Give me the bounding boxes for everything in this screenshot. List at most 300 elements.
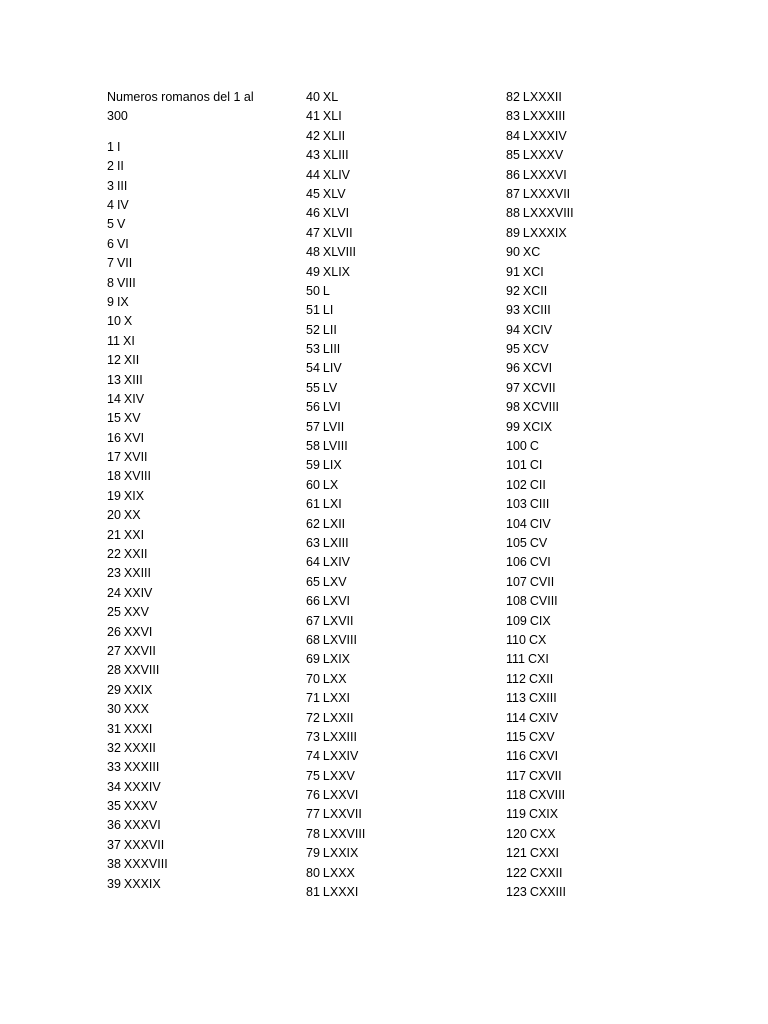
roman-numeral: LXXXV: [522, 148, 564, 163]
roman-numeral: LIV: [322, 361, 342, 376]
list-item: [306, 534, 476, 553]
arabic-number: 25: [107, 605, 121, 620]
arabic-number: 107: [506, 574, 527, 589]
list-item: [306, 282, 476, 301]
roman-numeral: CXX: [529, 826, 556, 841]
roman-numeral: VII: [116, 256, 133, 271]
roman-numeral: XXXVII: [123, 837, 165, 852]
roman-numeral: LXVII: [322, 613, 354, 628]
arabic-number: 119: [506, 807, 526, 822]
list-item: [506, 805, 676, 824]
arabic-number: 8: [107, 275, 114, 290]
roman-numeral: LXXVIII: [322, 826, 366, 841]
arabic-number: 110: [506, 632, 526, 647]
list-item: [506, 631, 676, 650]
list-item: [107, 293, 277, 312]
roman-numeral: XCI: [522, 264, 544, 279]
roman-numeral: CXVI: [528, 749, 559, 764]
arabic-number: 45: [306, 186, 320, 201]
roman-numeral: XXIX: [123, 682, 153, 697]
arabic-number: 121: [506, 846, 527, 861]
roman-numeral: LXXI: [322, 691, 351, 706]
roman-numeral: LXXX: [322, 865, 355, 880]
arabic-number: 108: [506, 594, 527, 609]
arabic-number: 52: [306, 322, 320, 337]
list-item: [107, 390, 277, 409]
roman-numeral: LIX: [322, 458, 342, 473]
arabic-number: 116: [506, 749, 526, 764]
list-item: [306, 864, 476, 883]
document-title-line-1: Numeros romanos del 1 al: [107, 90, 254, 104]
arabic-number: 12: [107, 353, 121, 368]
roman-numeral: XCVII: [522, 380, 556, 395]
arabic-number: 43: [306, 148, 320, 163]
roman-numeral: XXXI: [123, 721, 153, 736]
roman-numeral: X: [123, 314, 133, 329]
list-item: [107, 448, 277, 467]
roman-numeral: XX: [123, 508, 141, 523]
list-item: [107, 816, 277, 835]
arabic-number: 89: [506, 225, 520, 240]
roman-numeral: XXXIV: [123, 779, 161, 794]
list-item: [306, 456, 476, 475]
list-item: [107, 739, 277, 758]
roman-numeral: CVIII: [529, 594, 558, 609]
list-item: [107, 506, 277, 525]
arabic-number: 17: [107, 450, 121, 465]
list-item: [306, 767, 476, 786]
roman-numeral: LXVIII: [322, 632, 357, 647]
list-item: [107, 467, 277, 486]
arabic-number: 102: [506, 477, 527, 492]
arabic-number: 65: [306, 574, 320, 589]
list-item: [306, 805, 476, 824]
list-item: [306, 670, 476, 689]
list-item: [306, 398, 476, 417]
list-item: [107, 661, 277, 680]
list-item: [506, 844, 676, 863]
arabic-number: 47: [306, 225, 320, 240]
roman-numeral: XXXVIII: [123, 857, 168, 872]
roman-numeral: CXIX: [528, 807, 559, 822]
list-item: [506, 166, 676, 185]
arabic-number: 54: [306, 361, 320, 376]
arabic-number: 53: [306, 342, 320, 357]
arabic-number: 71: [306, 691, 320, 706]
arabic-number: 117: [506, 768, 526, 783]
arabic-number: 61: [306, 497, 320, 512]
list-item: [506, 495, 676, 514]
roman-numeral: LVIII: [322, 439, 348, 454]
list-item: [506, 321, 676, 340]
roman-numeral: XCVIII: [522, 400, 560, 415]
list-item: [506, 709, 676, 728]
roman-numeral: XXVII: [123, 643, 156, 658]
roman-numeral: LXIV: [322, 555, 351, 570]
list-item: [107, 487, 277, 506]
arabic-number: 58: [306, 439, 320, 454]
list-item: [506, 864, 676, 883]
document-title-line-2: 300: [107, 109, 128, 124]
arabic-number: 113: [506, 691, 526, 706]
list-item: [306, 359, 476, 378]
roman-numeral: III: [116, 178, 128, 193]
roman-numeral: LXXXVI: [522, 167, 567, 182]
list-item: [506, 224, 676, 243]
arabic-number: 88: [506, 206, 520, 221]
roman-numeral: XLII: [322, 128, 346, 143]
list-item: [107, 584, 277, 603]
arabic-number: 105: [506, 535, 527, 550]
list-item: [107, 758, 277, 777]
roman-numeral: CVII: [529, 574, 555, 589]
arabic-number: 26: [107, 624, 121, 639]
roman-numeral: V: [116, 217, 126, 232]
list-item: [306, 340, 476, 359]
roman-numeral: XV: [123, 411, 141, 426]
list-item: [107, 623, 277, 642]
roman-numeral: XVI: [123, 430, 145, 445]
roman-numeral: LXXXVIII: [522, 206, 574, 221]
arabic-number: 39: [107, 876, 121, 891]
list-item: [107, 875, 277, 894]
list-item: [107, 409, 277, 428]
list-item: [306, 825, 476, 844]
arabic-number: 1: [107, 139, 114, 154]
arabic-number: 22: [107, 547, 121, 562]
arabic-number: 93: [506, 303, 520, 318]
list-item: [107, 429, 277, 448]
list-item: [306, 185, 476, 204]
list-item: [506, 146, 676, 165]
list-item: [306, 243, 476, 262]
roman-numeral: LXXIV: [322, 749, 359, 764]
arabic-number: 11: [107, 333, 120, 348]
arabic-number: 111: [506, 652, 526, 667]
arabic-number: 70: [306, 671, 320, 686]
arabic-number: 41: [306, 109, 320, 124]
arabic-number: 10: [107, 314, 121, 329]
list-item: [306, 612, 476, 631]
arabic-number: 109: [506, 613, 527, 628]
roman-numeral: XLVIII: [322, 245, 357, 260]
arabic-number: 44: [306, 167, 320, 182]
list-item: [506, 127, 676, 146]
list-item: [506, 88, 676, 107]
arabic-number: 120: [506, 826, 527, 841]
arabic-number: 86: [506, 167, 520, 182]
roman-numeral: LXX: [322, 671, 347, 686]
arabic-number: 82: [506, 90, 520, 104]
arabic-number: 19: [107, 488, 121, 503]
roman-numeral: LXXVII: [322, 807, 362, 822]
roman-numeral: XCIV: [522, 322, 553, 337]
roman-numeral: CIV: [529, 516, 551, 531]
column-2: [306, 88, 476, 902]
arabic-number: 57: [306, 419, 320, 434]
roman-numeral: IX: [116, 294, 129, 309]
arabic-number: 13: [107, 372, 121, 387]
roman-numeral: VIII: [116, 275, 136, 290]
arabic-number: 72: [306, 710, 320, 725]
list-item: [306, 553, 476, 572]
roman-numeral: LXXXI: [322, 885, 359, 900]
arabic-number: 92: [506, 283, 520, 298]
list-item: [306, 127, 476, 146]
roman-numeral: LXXXVII: [522, 186, 571, 201]
list-item: [107, 235, 277, 254]
roman-numeral: CXXIII: [529, 885, 566, 900]
roman-numeral: LXXXIX: [522, 225, 567, 240]
arabic-number: 14: [107, 391, 121, 406]
roman-numeral: XXVIII: [123, 663, 160, 678]
roman-numeral: I: [116, 139, 121, 154]
roman-numeral: LX: [322, 477, 339, 492]
roman-numeral: LXII: [322, 516, 346, 531]
arabic-number: 69: [306, 652, 320, 667]
arabic-number: 106: [506, 555, 527, 570]
list-item: [306, 650, 476, 669]
list-item: [306, 146, 476, 165]
list-item: [506, 534, 676, 553]
arabic-number: 122: [506, 865, 527, 880]
list-item: [506, 418, 676, 437]
list-item: [107, 351, 277, 370]
list-item: [306, 166, 476, 185]
list-item: [107, 196, 277, 215]
roman-numeral: XLIV: [322, 167, 351, 182]
list-item: [107, 526, 277, 545]
list-item: [107, 700, 277, 719]
arabic-number: 123: [506, 885, 527, 900]
roman-numeral: XIII: [123, 372, 143, 387]
roman-numeral: LII: [322, 322, 337, 337]
list-item: [506, 592, 676, 611]
arabic-number: 40: [306, 90, 320, 104]
list-item: [306, 224, 476, 243]
roman-numeral: L: [322, 283, 330, 298]
list-item: [107, 254, 277, 273]
arabic-number: 63: [306, 535, 320, 550]
arabic-number: 112: [506, 671, 526, 686]
arabic-number: 23: [107, 566, 121, 581]
roman-numeral: XLIX: [322, 264, 351, 279]
arabic-number: 9: [107, 294, 114, 309]
roman-numeral: CXII: [528, 671, 554, 686]
list-item: [107, 603, 277, 622]
arabic-number: 66: [306, 594, 320, 609]
list-item: [506, 612, 676, 631]
roman-numeral: XCIX: [522, 419, 553, 434]
list-item: [306, 515, 476, 534]
arabic-number: 48: [306, 245, 320, 260]
arabic-number: 31: [107, 721, 121, 736]
list-item: [306, 379, 476, 398]
column-3: [506, 88, 676, 902]
roman-numeral: LXVI: [322, 594, 351, 609]
roman-numeral: II: [116, 159, 124, 174]
list-item: [506, 747, 676, 766]
list-item: [506, 573, 676, 592]
arabic-number: 98: [506, 400, 520, 415]
roman-numeral: XXVI: [123, 624, 153, 639]
list-item: [506, 282, 676, 301]
list-item: [506, 263, 676, 282]
roman-numeral: LXI: [322, 497, 342, 512]
roman-numeral: LI: [322, 303, 334, 318]
list-item: [107, 545, 277, 564]
roman-numeral: LXXIII: [322, 729, 357, 744]
roman-numeral: LXXV: [322, 768, 355, 783]
arabic-number: 90: [506, 245, 520, 260]
arabic-number: 33: [107, 760, 121, 775]
list-item: [506, 340, 676, 359]
arabic-number: 76: [306, 788, 320, 803]
arabic-number: 32: [107, 740, 121, 755]
roman-numeral: XII: [123, 353, 140, 368]
roman-numeral: XL: [322, 90, 339, 104]
arabic-number: 34: [107, 779, 121, 794]
list-item: [306, 107, 476, 126]
column-1: [107, 88, 277, 894]
arabic-number: 29: [107, 682, 121, 697]
arabic-number: 75: [306, 768, 320, 783]
arabic-number: 104: [506, 516, 527, 531]
roman-numeral: C: [529, 439, 539, 454]
arabic-number: 20: [107, 508, 121, 523]
arabic-number: 74: [306, 749, 320, 764]
arabic-number: 30: [107, 702, 121, 717]
list-item: [107, 274, 277, 293]
roman-numeral: XXIV: [123, 585, 153, 600]
arabic-number: 96: [506, 361, 520, 376]
roman-numeral: LXXXIV: [522, 128, 567, 143]
arabic-number: 81: [306, 885, 320, 900]
list-item: [107, 642, 277, 661]
roman-numeral: XXXIII: [123, 760, 160, 775]
arabic-number: 100: [506, 439, 527, 454]
list-item: [107, 836, 277, 855]
roman-numeral: CXXII: [529, 865, 563, 880]
list-item: [506, 689, 676, 708]
arabic-number: 97: [506, 380, 520, 395]
list-item: [506, 650, 676, 669]
roman-numeral: XI: [122, 333, 135, 348]
arabic-number: 95: [506, 342, 520, 357]
list-item: [107, 138, 277, 157]
roman-numeral: LIII: [322, 342, 341, 357]
roman-numeral: XCVI: [522, 361, 553, 376]
roman-numeral: XVII: [123, 450, 148, 465]
arabic-number: 83: [506, 109, 520, 124]
roman-numeral: LXV: [322, 574, 347, 589]
roman-numeral: CV: [529, 535, 548, 550]
list-item: [506, 728, 676, 747]
roman-numeral: XLIII: [322, 148, 349, 163]
roman-numeral: XXX: [123, 702, 149, 717]
arabic-number: 36: [107, 818, 121, 833]
roman-numeral: LXIX: [322, 652, 351, 667]
arabic-number: 103: [506, 497, 527, 512]
arabic-number: 56: [306, 400, 320, 415]
list-item: [107, 177, 277, 196]
arabic-number: 67: [306, 613, 320, 628]
arabic-number: 27: [107, 643, 121, 658]
list-item: [306, 689, 476, 708]
list-item: [506, 553, 676, 572]
arabic-number: 18: [107, 469, 121, 484]
roman-numeral: CXV: [528, 729, 555, 744]
arabic-number: 68: [306, 632, 320, 647]
arabic-number: 35: [107, 799, 121, 814]
list-item: [506, 243, 676, 262]
roman-numeral: LXXXIII: [522, 109, 566, 124]
arabic-number: 91: [506, 264, 520, 279]
list-item: [306, 592, 476, 611]
roman-numeral: XIX: [123, 488, 145, 503]
arabic-number: 77: [306, 807, 320, 822]
roman-numeral: XIV: [123, 391, 145, 406]
arabic-number: 21: [107, 527, 121, 542]
arabic-number: 3: [107, 178, 114, 193]
roman-numeral: XC: [522, 245, 541, 260]
arabic-number: 15: [107, 411, 121, 426]
roman-numeral: XXXVI: [123, 818, 161, 833]
list-item: [306, 631, 476, 650]
arabic-number: 42: [306, 128, 320, 143]
arabic-number: 78: [306, 826, 320, 841]
roman-numeral: CII: [529, 477, 546, 492]
list-item: [506, 456, 676, 475]
roman-numeral: XLV: [322, 186, 346, 201]
list-item: [506, 883, 676, 902]
roman-numeral: XCV: [522, 342, 549, 357]
roman-numeral: XCII: [522, 283, 548, 298]
list-item: [506, 437, 676, 456]
list-item: [306, 88, 476, 107]
list-item: [107, 215, 277, 234]
roman-numeral: LVII: [322, 419, 345, 434]
roman-numeral: CVI: [529, 555, 551, 570]
arabic-number: 37: [107, 837, 121, 852]
list-item: [506, 515, 676, 534]
arabic-number: 16: [107, 430, 121, 445]
list-item: [306, 786, 476, 805]
list-item: [306, 204, 476, 223]
roman-numeral: XVIII: [123, 469, 151, 484]
roman-numeral: XCIII: [522, 303, 551, 318]
roman-numeral: LXIII: [322, 535, 349, 550]
list-item: [506, 670, 676, 689]
arabic-number: 62: [306, 516, 320, 531]
list-item: [107, 371, 277, 390]
list-item: [306, 476, 476, 495]
roman-numeral: XXI: [123, 527, 145, 542]
roman-numeral: LXXIX: [322, 846, 359, 861]
roman-numeral: CXVII: [528, 768, 562, 783]
list-item: [107, 797, 277, 816]
list-item: [506, 398, 676, 417]
roman-numeral: XLVI: [322, 206, 350, 221]
arabic-number: 84: [506, 128, 520, 143]
roman-numeral: IV: [116, 197, 129, 212]
arabic-number: 51: [306, 303, 320, 318]
arabic-number: 73: [306, 729, 320, 744]
list-item: [306, 709, 476, 728]
arabic-number: 114: [506, 710, 526, 725]
roman-numeral: XXIII: [123, 566, 151, 581]
roman-numeral: LV: [322, 380, 338, 395]
